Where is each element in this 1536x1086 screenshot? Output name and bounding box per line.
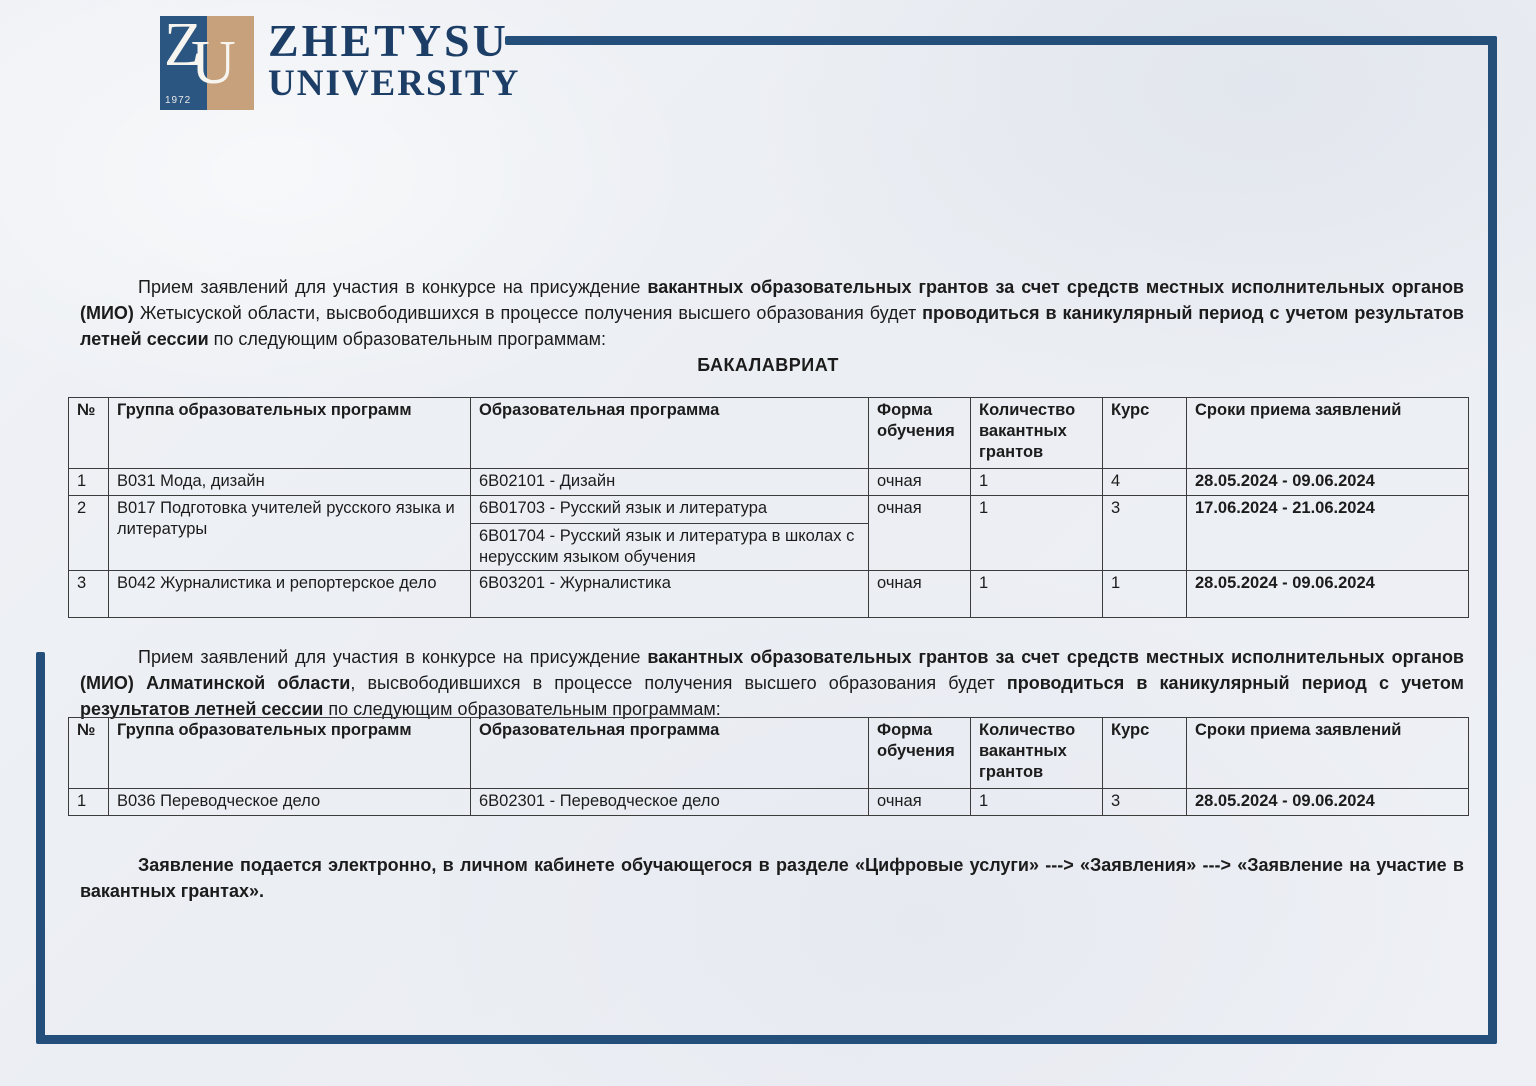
cell-dates: 28.05.2024 - 09.06.2024	[1187, 789, 1469, 816]
cell-grants: 1	[971, 571, 1103, 618]
text-segment: , высвободившихся в процессе получения высшего образования будет	[350, 673, 1007, 693]
logo-letter-z: Z	[164, 11, 202, 79]
cell-dates: 28.05.2024 - 09.06.2024	[1187, 571, 1469, 618]
header-cell-dates: Сроки приема заявлений	[1187, 398, 1469, 469]
header-cell-dates: Сроки приема заявлений	[1187, 718, 1469, 789]
header-cell-program: Образовательная программа	[471, 398, 869, 469]
university-logo	[160, 11, 521, 110]
frame-line-bottom	[37, 1035, 1497, 1044]
grants-table-almaty	[68, 717, 1469, 816]
cell-num: 2	[69, 496, 109, 571]
logo-letter-u: U	[191, 29, 236, 97]
intro-paragraph-zhetysu	[80, 274, 1464, 352]
cell-course: 3	[1103, 496, 1187, 571]
cell-group: B031 Мода, дизайн	[109, 469, 471, 496]
cell-program: 6B02101 - Дизайн	[471, 469, 869, 496]
logo-name-line1: ZHETYSU	[268, 15, 509, 66]
text-segment-bold: вакантных образовательных грантов за счет средств местных исполнительных органов (МИО) Алматинской области	[80, 647, 1465, 693]
cell-program: 6B01704 - Русский язык и литература в школах с нерусским языком обучения	[471, 524, 869, 571]
cell-course: 1	[1103, 571, 1187, 618]
header-cell-course: Курс	[1103, 398, 1187, 469]
table-row	[69, 571, 1469, 618]
cell-course: 3	[1103, 789, 1187, 816]
table-row	[69, 496, 1469, 524]
cell-grants: 1	[971, 496, 1103, 571]
frame-line-top	[505, 36, 1497, 45]
table-row	[69, 789, 1469, 816]
intro-paragraph-almaty	[80, 644, 1464, 722]
section-title-bachelor: БАКАЛАВРИАТ	[697, 355, 839, 375]
cell-form: очная	[869, 571, 971, 618]
table-row	[69, 469, 1469, 496]
text-segment: по следующим образовательным программам:	[323, 699, 721, 719]
header-cell-num: №	[69, 718, 109, 789]
cell-form: очная	[869, 496, 971, 571]
cell-group: B042 Журналистика и репортерское дело	[109, 571, 471, 618]
header-cell-group: Группа образовательных программ	[109, 718, 471, 789]
cell-course: 4	[1103, 469, 1187, 496]
cell-group: B036 Переводческое дело	[109, 789, 471, 816]
cell-dates: 17.06.2024 - 21.06.2024	[1187, 496, 1469, 571]
cell-grants: 1	[971, 789, 1103, 816]
text-segment: по следующим образовательным программам:	[208, 329, 607, 349]
cell-form: очная	[869, 469, 971, 496]
header-cell-num: №	[69, 398, 109, 469]
logo-name-line2: UNIVERSITY	[268, 63, 521, 104]
text-segment-bold: вакантных образовательных грантов за счет средств местных исполнительных органов (МИО)	[80, 277, 1465, 323]
header-cell-grants: Количество вакантных грантов	[971, 718, 1103, 789]
cell-num: 3	[69, 571, 109, 618]
logo-year: 1972	[165, 95, 192, 106]
cell-program: 6B01703 - Русский язык и литература	[471, 496, 869, 524]
header-cell-grants: Количество вакантных грантов	[971, 398, 1103, 469]
table-header-row	[69, 718, 1469, 789]
logo-monogram-icon	[160, 11, 254, 110]
header-cell-form: Форма обучения	[869, 718, 971, 789]
grants-table-zhetysu	[68, 397, 1469, 618]
header-cell-group: Группа образовательных программ	[109, 398, 471, 469]
text-segment: Жетысуской области, высвободившихся в процессе получения высшего образования будет	[133, 303, 923, 323]
text-segment: Прием заявлений для участия в конкурсе на присуждение	[138, 647, 648, 667]
header-cell-program: Образовательная программа	[471, 718, 869, 789]
header-cell-form: Форма обучения	[869, 398, 971, 469]
frame-line-left	[36, 652, 45, 1044]
text-segment-bold: проводиться в каникулярный период с учетом результатов летней сессии	[80, 673, 1464, 719]
application-note	[80, 852, 1464, 904]
text-segment-bold: Заявление подается электронно, в личном кабинете обучающегося в разделе «Цифровые услуги» ---> «Заявления» ---> «Заявление на участие в вакантных грантах».	[80, 855, 1464, 901]
cell-program: 6B03201 - Журналистика	[471, 571, 869, 618]
text-segment-bold: проводиться в каникулярный период с учетом результатов летней сессии	[80, 303, 1464, 349]
header-cell-course: Курс	[1103, 718, 1187, 789]
table-header-row	[69, 398, 1469, 469]
cell-program: 6B02301 - Переводческое дело	[471, 789, 869, 816]
cell-dates: 28.05.2024 - 09.06.2024	[1187, 469, 1469, 496]
frame-line-right	[1488, 36, 1497, 1044]
cell-group: B017 Подготовка учителей русского языка и литературы	[109, 496, 471, 571]
cell-form: очная	[869, 789, 971, 816]
cell-grants: 1	[971, 469, 1103, 496]
logo-wordmark	[268, 16, 520, 104]
cell-num: 1	[69, 469, 109, 496]
cell-num: 1	[69, 789, 109, 816]
text-segment: Прием заявлений для участия в конкурсе на присуждение	[138, 277, 648, 297]
